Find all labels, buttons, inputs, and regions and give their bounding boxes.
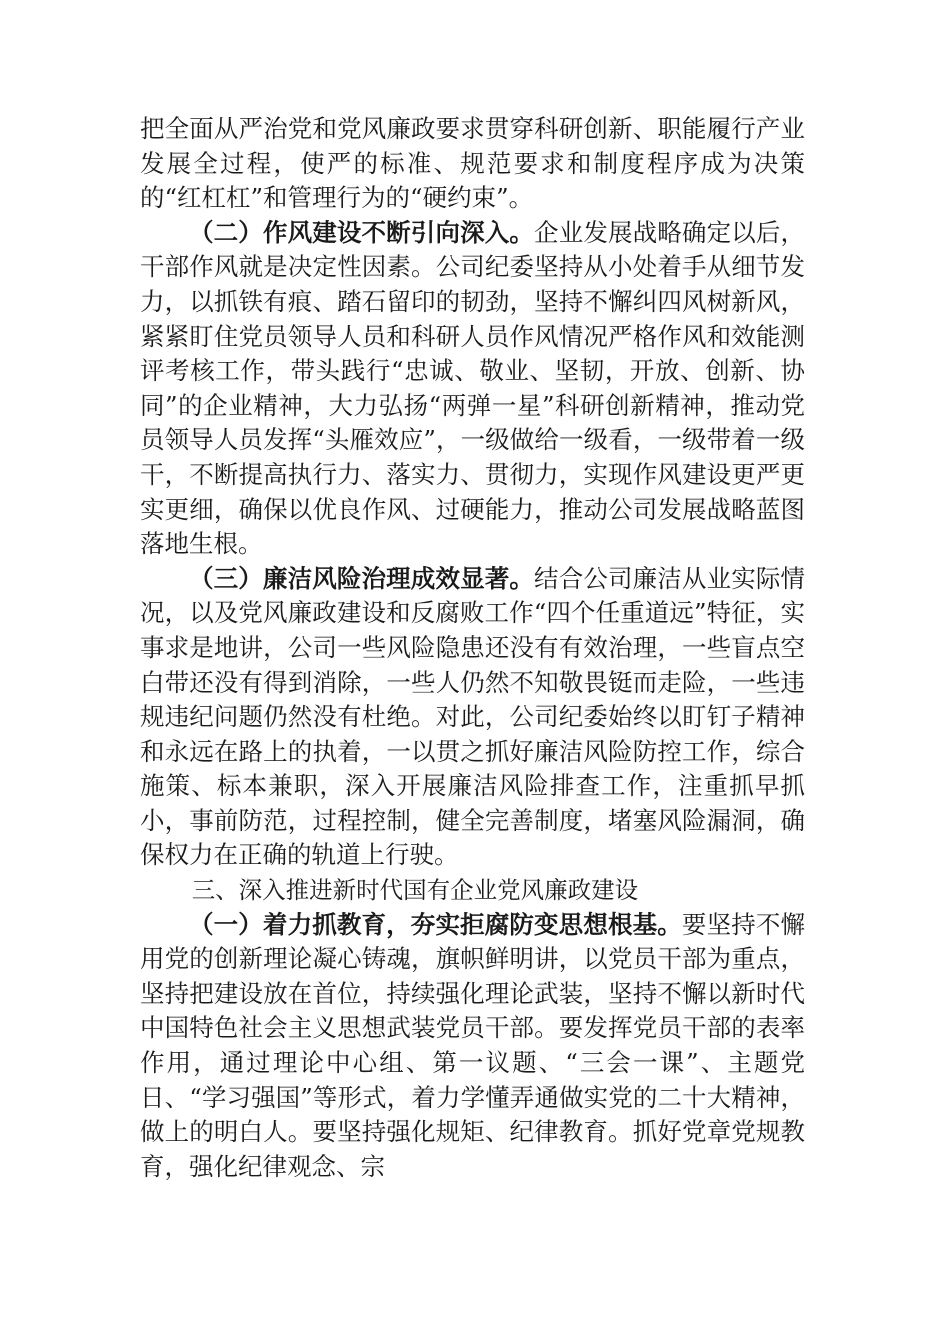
section-heading: 三、深入推进新时代国有企业党风廉政建设 bbox=[191, 876, 639, 905]
paragraph-text: 企业发展战略确定以后，干部作风就是决定性因素。公司纪委坚持从小处着手从细节发力，以抓铁有痕、踏石留印的韧劲，坚持不懈纠四风树新风，紧紧盯住党员领导人员和科研人员作风情况严格作风和效能测评考核工作，带头践行“忠诚、敬业、坚韧，开放、创新、协同”的企业精神，大力弘扬“两弹一星”科研创新精神，推动党员领导人员发挥“头雁效应”，一级做给一级看，一级带着一级干，不断提高执行力、落实力、贯彻力，实现作风建设更严更实更细，确保以优良作风、过硬能力，推动公司发展战略蓝图落地生根。 bbox=[140, 217, 806, 559]
paragraph-lead: （一）着力抓教育，夯实拒腐防变思想根基。 bbox=[189, 909, 682, 939]
paragraph-lead: （三）廉洁风险治理成效显著。 bbox=[189, 563, 535, 593]
paragraph-text: 把全面从严治党和党风廉政要求贯穿科研创新、职能履行产业发展全过程，使严的标准、规范要求和制度程序成为决策的“红杠杠”和管理行为的“硬约束”。 bbox=[140, 114, 805, 213]
paragraph-work-style bbox=[140, 216, 805, 562]
paragraph-continuation bbox=[140, 112, 805, 216]
document-page bbox=[140, 112, 805, 1184]
paragraph-lead: （二）作风建设不断引向深入。 bbox=[189, 217, 535, 247]
paragraph-text: 结合公司廉洁从业实际情况，以及党风廉政建设和反腐败工作“四个任重道远”特征，实事求是地讲，公司一些风险隐患还没有有效治理，一些盲点空白带还没有得到消除，一些人仍然不知敬畏铤而走险，一些违规违纪问题仍然没有杜绝。对此，公司纪委始终以盯钉子精神和永远在路上的执着，一以贯之抓好廉洁风险防控工作，综合施策、标本兼职，深入开展廉洁风险排查工作，注重抓早抓小，事前防范，过程控制，健全完善制度，堵塞风险漏洞，确保权力在正确的轨道上行驶。 bbox=[140, 563, 806, 870]
paragraph-education bbox=[140, 908, 805, 1185]
paragraph-integrity-risk bbox=[140, 562, 805, 873]
paragraph-text: 要坚持不懈用党的创新理论凝心铸魂，旗帜鲜明讲，以党员干部为重点，坚持把建设放在首位，持续强化理论武装，坚持不懈以新时代中国特色社会主义思想武装党员干部。要发挥党员干部的表率作用，通过理论中心组、第一议题、“三会一课”、主题党日、“学习强国”等形式，着力学懂弄通做实党的二十大精神，做上的明白人。要坚持强化规矩、纪律教育。抓好党章党规教育，强化纪律观念、宗 bbox=[140, 909, 806, 1181]
